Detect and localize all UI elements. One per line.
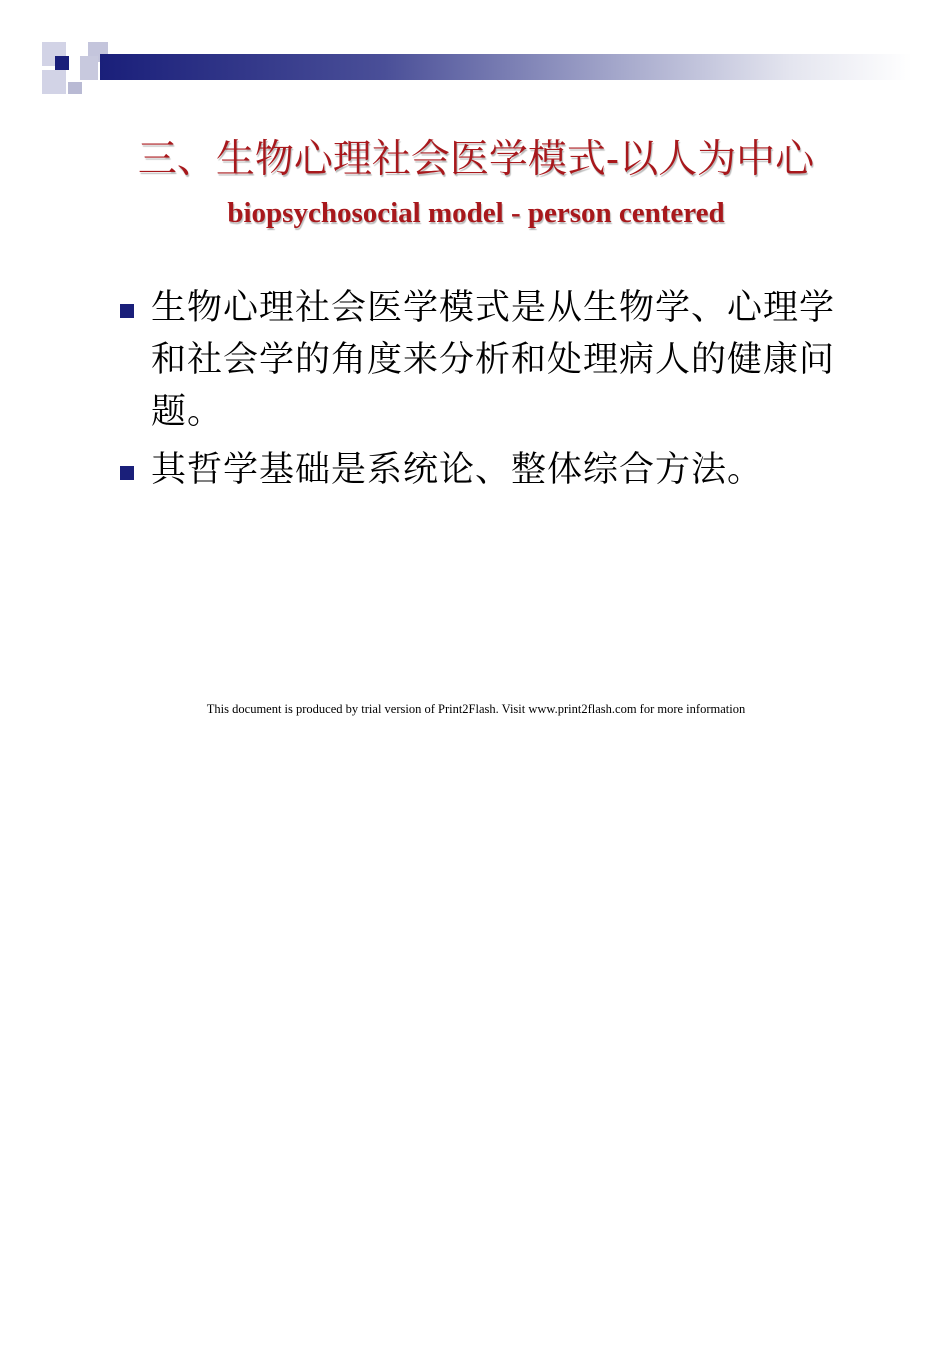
square-bullet-icon bbox=[120, 304, 134, 318]
bullet-item bbox=[118, 444, 858, 496]
deco-square-light bbox=[80, 56, 98, 80]
slide-subtitle: biopsychosocial model - person centered bbox=[227, 197, 725, 229]
bullet-text: 其哲学基础是系统论、整体综合方法。 bbox=[151, 450, 764, 490]
slide-title: 三、生物心理社会医学模式-以人为中心 bbox=[137, 137, 815, 182]
trial-notice: This document is produced by trial version of Print2Flash. Visit www.print2flash.com for more information bbox=[206, 702, 746, 716]
header-gradient-bar bbox=[100, 54, 912, 80]
deco-square-navy bbox=[55, 56, 69, 70]
bullet-list bbox=[118, 282, 858, 502]
deco-square-light bbox=[42, 70, 66, 94]
bullet-item bbox=[118, 282, 858, 438]
bullet-text: 生物心理社会医学模式是从生物学、心理学和社会学的角度来分析和处理病人的健康问题。 bbox=[151, 288, 836, 432]
square-bullet-icon bbox=[120, 466, 134, 480]
deco-square-light bbox=[68, 82, 82, 94]
header-decoration bbox=[0, 0, 952, 100]
